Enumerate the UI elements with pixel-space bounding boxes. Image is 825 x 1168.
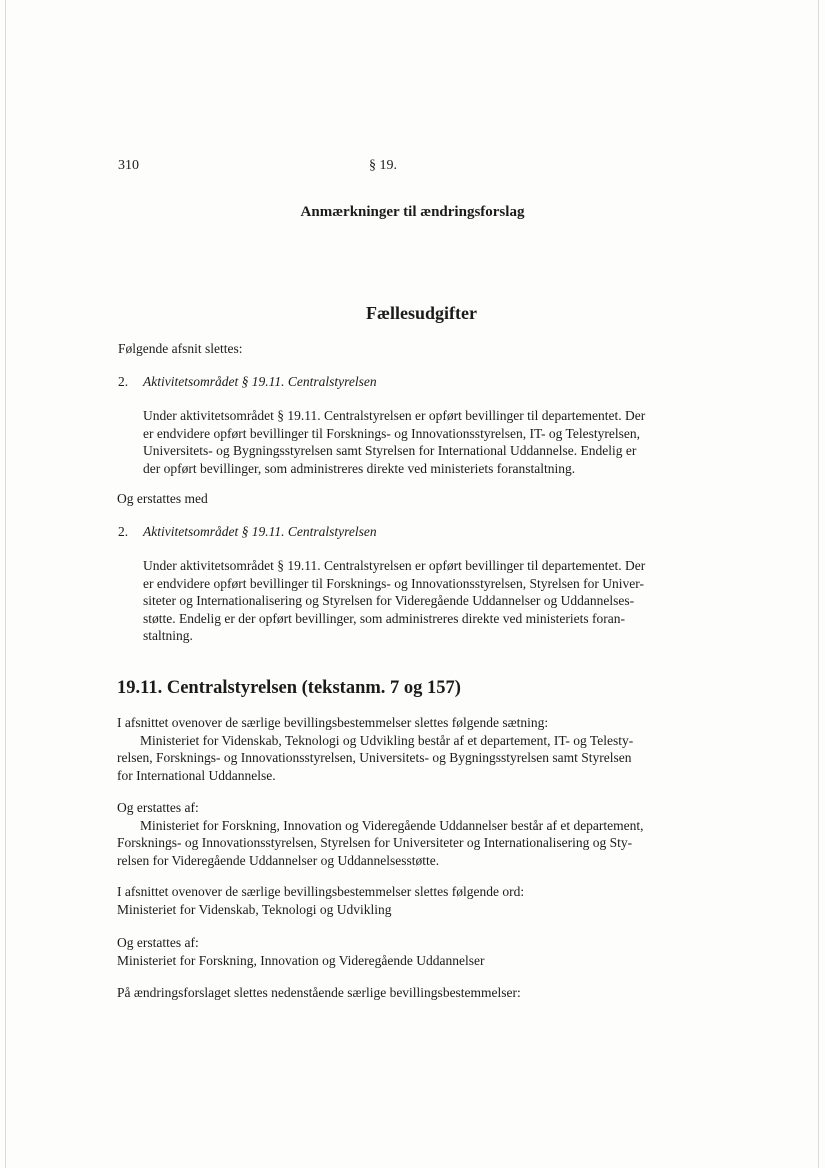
- para-2-line: relsen for Videregående Uddannelser og Uddannelsesstøtte.: [117, 852, 440, 868]
- para-1-line: Ministeriet for Videnskab, Teknologi og Udvikling består af et departement, IT- og Telesty-: [140, 732, 634, 748]
- para-2-line: Forsknings- og Innovationsstyrelsen, Styrelsen for Universiteter og Internationalisering og Sty-: [117, 835, 633, 851]
- section-heading: 19.11. Centralstyrelsen (tekstanm. 7 og 157): [117, 678, 461, 698]
- item-1-line: Under aktivitetsområdet § 19.11. Centralstyrelsen er opført bevillinger til departementet. Der: [143, 408, 646, 423]
- closing-text: På ændringsforslaget slettes nedenstående særlige bevillingsbestemmelser:: [117, 985, 521, 1000]
- item-2-body: [143, 557, 668, 645]
- para-1-line: relsen, Forsknings- og Innovationsstyrelsen, Universitets- og Bygningsstyrelsen samt Styrelsen: [117, 750, 632, 766]
- main-heading: Anmærkninger til ændringsforslag: [300, 204, 525, 220]
- para-2: [117, 799, 668, 869]
- item-1-number: 2.: [118, 374, 129, 389]
- section-marker: § 19.: [369, 158, 397, 173]
- item-1-body: [143, 407, 668, 477]
- para-3-intro: I afsnittet ovenover de særlige bevillingsbestemmelser slettes følgende ord:: [117, 884, 525, 899]
- item-1-title: Aktivitetsområdet § 19.11. Centralstyrelsen: [143, 374, 377, 389]
- item-2-heading: [118, 524, 377, 540]
- item-2-line: er endvidere opført bevillinger til Forsknings- og Innovationsstyrelsen, Styrelsen for Univer-: [143, 575, 644, 591]
- para-1-intro: I afsnittet ovenover de særlige bevillingsbestemmelser slettes følgende sætning:: [117, 715, 549, 730]
- sub-heading: Fællesudgifter: [366, 303, 477, 323]
- item-1-line: Universitets- og Bygningsstyrelsen samt Styrelsen for International Uddannelse. Endelig er: [143, 443, 637, 459]
- para-3-line: Ministeriet for Videnskab, Teknologi og Udvikling: [117, 901, 392, 917]
- para-4-line: Ministeriet for Forskning, Innovation og Videregående Uddannelser: [117, 952, 485, 968]
- item-2-line: staltning.: [143, 628, 193, 644]
- item-2-line: Under aktivitetsområdet § 19.11. Centralstyrelsen er opført bevillinger til departementet. Der: [143, 558, 646, 573]
- para-2-intro: Og erstattes af:: [117, 800, 199, 815]
- para-1: [117, 714, 668, 784]
- intro-text: Følgende afsnit slettes:: [118, 341, 243, 356]
- scan-edge-right: [818, 0, 819, 1168]
- para-3: [117, 883, 668, 918]
- scan-edge-left: [5, 0, 6, 1168]
- item-2-number: 2.: [118, 524, 129, 539]
- item-1-line: er endvidere opført bevillinger til Forsknings- og Innovationsstyrelsen, IT- og Telestyrelsen,: [143, 425, 640, 441]
- para-4-intro: Og erstattes af:: [117, 935, 199, 950]
- para-2-line: Ministeriet for Forskning, Innovation og Videregående Uddannelser består af et departement,: [140, 817, 644, 833]
- para-1-line: for International Uddannelse.: [117, 767, 276, 783]
- para-4: [117, 934, 668, 969]
- page-number: 310: [118, 158, 139, 173]
- item-1-line: der opført bevillinger, som administreres direkte ved ministeriets foranstaltning.: [143, 460, 576, 476]
- replaced-with-text: Og erstattes med: [117, 491, 208, 506]
- item-1-heading: [118, 374, 377, 390]
- item-2-line: støtte. Endelig er der opført bevillinger, som administreres direkte ved ministeriets foran-: [143, 610, 625, 626]
- item-2-title: Aktivitetsområdet § 19.11. Centralstyrelsen: [143, 524, 377, 539]
- item-2-line: siteter og Internationalisering og Styrelsen for Videregående Uddannelser og Uddannelses-: [143, 593, 635, 609]
